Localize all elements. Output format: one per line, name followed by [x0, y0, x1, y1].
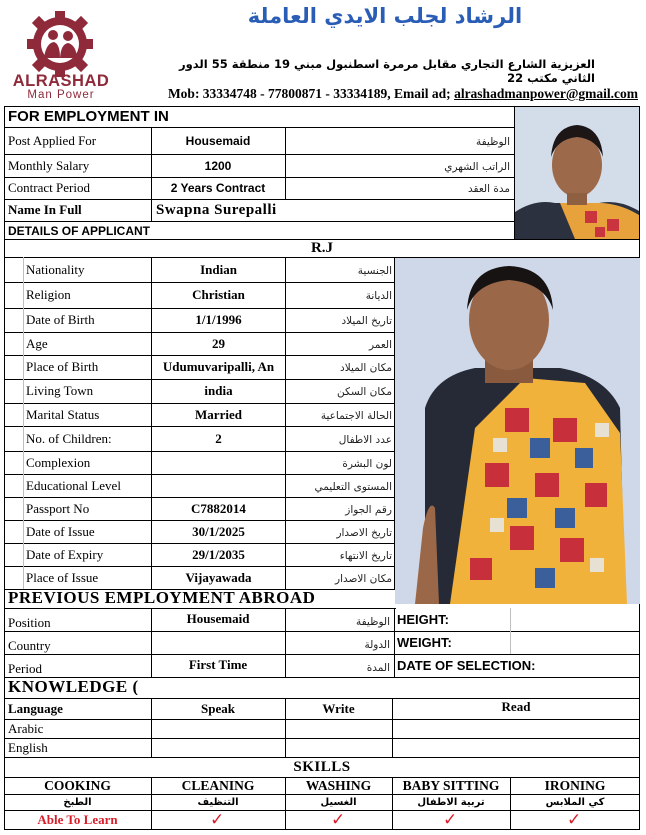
cooking-skill-value: Able To Learn: [37, 812, 118, 827]
applicant-section-title: DETAILS OF APPLICANT: [8, 224, 150, 238]
applicant-field-label: Date of Expiry: [26, 547, 104, 562]
position-label: Position: [8, 615, 51, 630]
skill-name-ar: كي الملابس: [545, 797, 605, 808]
language-header: Language: [8, 701, 63, 716]
company-address: العزيزية الشارع التجاري مقابل مرمرة اسطنبول مبني 19 منطقة 55 الدور الثاني مكتب 22: [179, 57, 595, 85]
applicant-field-label-ar: العمر: [368, 339, 392, 351]
gear-people-icon: [10, 8, 110, 78]
applicant-field-label: Age: [26, 336, 48, 351]
applicant-field-value: 29: [212, 336, 225, 351]
applicant-field-value: 1/1/1996: [195, 312, 242, 327]
applicant-field-label: Complexion: [26, 455, 91, 470]
weight-label: WEIGHT:: [397, 635, 452, 650]
contract-period-label-ar: مدة العقد: [468, 183, 510, 195]
checkmark-icon: ✓: [567, 810, 582, 830]
country-label-ar: الدولة: [364, 639, 390, 651]
applicant-field-label-ar: مكان الاصدار: [335, 573, 392, 585]
monthly-salary-label: Monthly Salary: [8, 158, 90, 173]
applicant-field-label-ar: تاريخ الانتهاء: [339, 550, 392, 562]
applicant-field-label: Passport No: [26, 501, 90, 516]
contract-period-label: Contract Period: [8, 180, 90, 195]
applicant-field-label: Living Town: [26, 383, 94, 398]
country-label: Country: [8, 638, 51, 653]
applicant-field-label: No. of Children:: [26, 431, 112, 446]
knowledge-section-title: KNOWLEDGE (: [8, 679, 139, 695]
applicant-field-value: 30/1/2025: [192, 524, 245, 539]
name-label: Name In Full: [8, 202, 82, 217]
applicant-field-label-ar: الديانة: [365, 290, 392, 302]
applicant-field-label-ar: مكان الميلاد: [340, 362, 392, 374]
employment-section-title: FOR EMPLOYMENT IN: [8, 109, 169, 125]
contact-line: [120, 86, 638, 102]
applicant-field-value: Christian: [192, 287, 245, 302]
applicant-photo-small: [515, 107, 639, 239]
write-header: Write: [322, 701, 355, 716]
name-value: Swapna Surepalli: [156, 202, 277, 218]
applicant-field-label-ar: لون البشرة: [342, 458, 392, 470]
contract-period-value: 2 Years Contract: [170, 181, 266, 195]
applicant-field-label-ar: المستوى التعليمي: [314, 481, 392, 493]
applicant-field-label: Place of Birth: [26, 359, 99, 374]
monthly-salary-value: 1200: [204, 159, 232, 173]
applicant-ref-code: R.J: [310, 240, 334, 256]
applicant-field-label-ar: تاريخ الميلاد: [341, 315, 392, 327]
period-value: First Time: [188, 657, 248, 672]
skill-name: BABY SITTING: [402, 778, 500, 793]
applicant-field-label-ar: مكان السكن: [337, 386, 392, 398]
skill-name-ar: الغسيل: [320, 797, 357, 808]
position-value: Housemaid: [186, 611, 250, 626]
skill-name: IRONING: [544, 778, 606, 793]
checkmark-icon: ✓: [210, 810, 225, 830]
speak-header: Speak: [201, 701, 235, 716]
skill-name-ar: الطبخ: [63, 797, 92, 808]
checkmark-icon: ✓: [331, 810, 346, 830]
applicant-field-label: Educational Level: [26, 478, 121, 493]
applicant-field-label-ar: تاريخ الاصدار: [336, 527, 392, 539]
applicant-field-value: Indian: [200, 262, 237, 277]
applicant-field-value: Udumuvaripalli, An: [162, 359, 275, 374]
read-header: Read: [501, 699, 531, 714]
applicant-field-value: india: [204, 383, 233, 398]
post-applied-label-ar: الوظيفة: [475, 136, 510, 148]
skill-name: CLEANING: [181, 778, 255, 793]
applicant-field-label-ar: الجنسية: [357, 265, 392, 277]
skill-name-ar: التنظيف: [197, 797, 239, 808]
applicant-field-label: Place of Issue: [26, 570, 99, 585]
checkmark-icon: ✓: [443, 810, 458, 830]
applicant-field-value: Married: [195, 407, 242, 422]
skills-section-title: SKILLS: [293, 759, 351, 775]
applicant-field-label: Religion: [26, 287, 71, 302]
applicant-field-label-ar: الحالة الاجتماعية: [320, 410, 392, 422]
applicant-photo-full: [395, 258, 640, 604]
period-label-ar: المدة: [366, 662, 390, 674]
applicant-field-label: Date of Issue: [26, 524, 95, 539]
contact-email[interactable]: alrashadmanpower@gmail.com: [454, 86, 638, 101]
period-label: Period: [8, 661, 42, 676]
post-applied-value: Housemaid: [185, 134, 251, 148]
applicant-field-value: C7882014: [191, 501, 246, 516]
contact-phones: Mob: 33334748 - 77800871 - 33334189, Email ad;: [167, 86, 455, 101]
language-arabic: Arabic: [8, 721, 44, 736]
height-label: HEIGHT:: [397, 612, 449, 627]
post-applied-label: Post Applied For: [8, 133, 97, 148]
applicant-field-label-ar: عدد الاطفال: [338, 434, 392, 446]
applicant-field-value: Vijayawada: [185, 570, 252, 585]
skill-name-ar: تربية الاطفال: [417, 797, 485, 808]
company-title-arabic: الرشاد لجلب الايدي العاملة: [247, 4, 523, 28]
applicant-field-label-ar: رقم الجواز: [345, 504, 392, 516]
logo-name: ALRASHAD: [12, 72, 110, 90]
applicant-field-label: Nationality: [26, 262, 85, 277]
applicant-field-value: 2: [215, 431, 222, 446]
previous-section-title: PREVIOUS EMPLOYMENT ABROAD: [8, 590, 316, 606]
applicant-field-label: Date of Birth: [26, 312, 95, 327]
selection-date-label: DATE OF SELECTION:: [397, 658, 536, 673]
position-label-ar: الوظيفة: [355, 616, 390, 628]
monthly-salary-label-ar: الراتب الشهري: [444, 161, 510, 173]
applicant-field-label: Marital Status: [26, 407, 100, 422]
language-english: English: [8, 740, 48, 755]
skill-name: WASHING: [305, 778, 372, 793]
skill-name: COOKING: [44, 778, 111, 793]
logo-subtitle: Man Power: [27, 89, 95, 101]
applicant-field-value: 29/1/2035: [192, 547, 245, 562]
